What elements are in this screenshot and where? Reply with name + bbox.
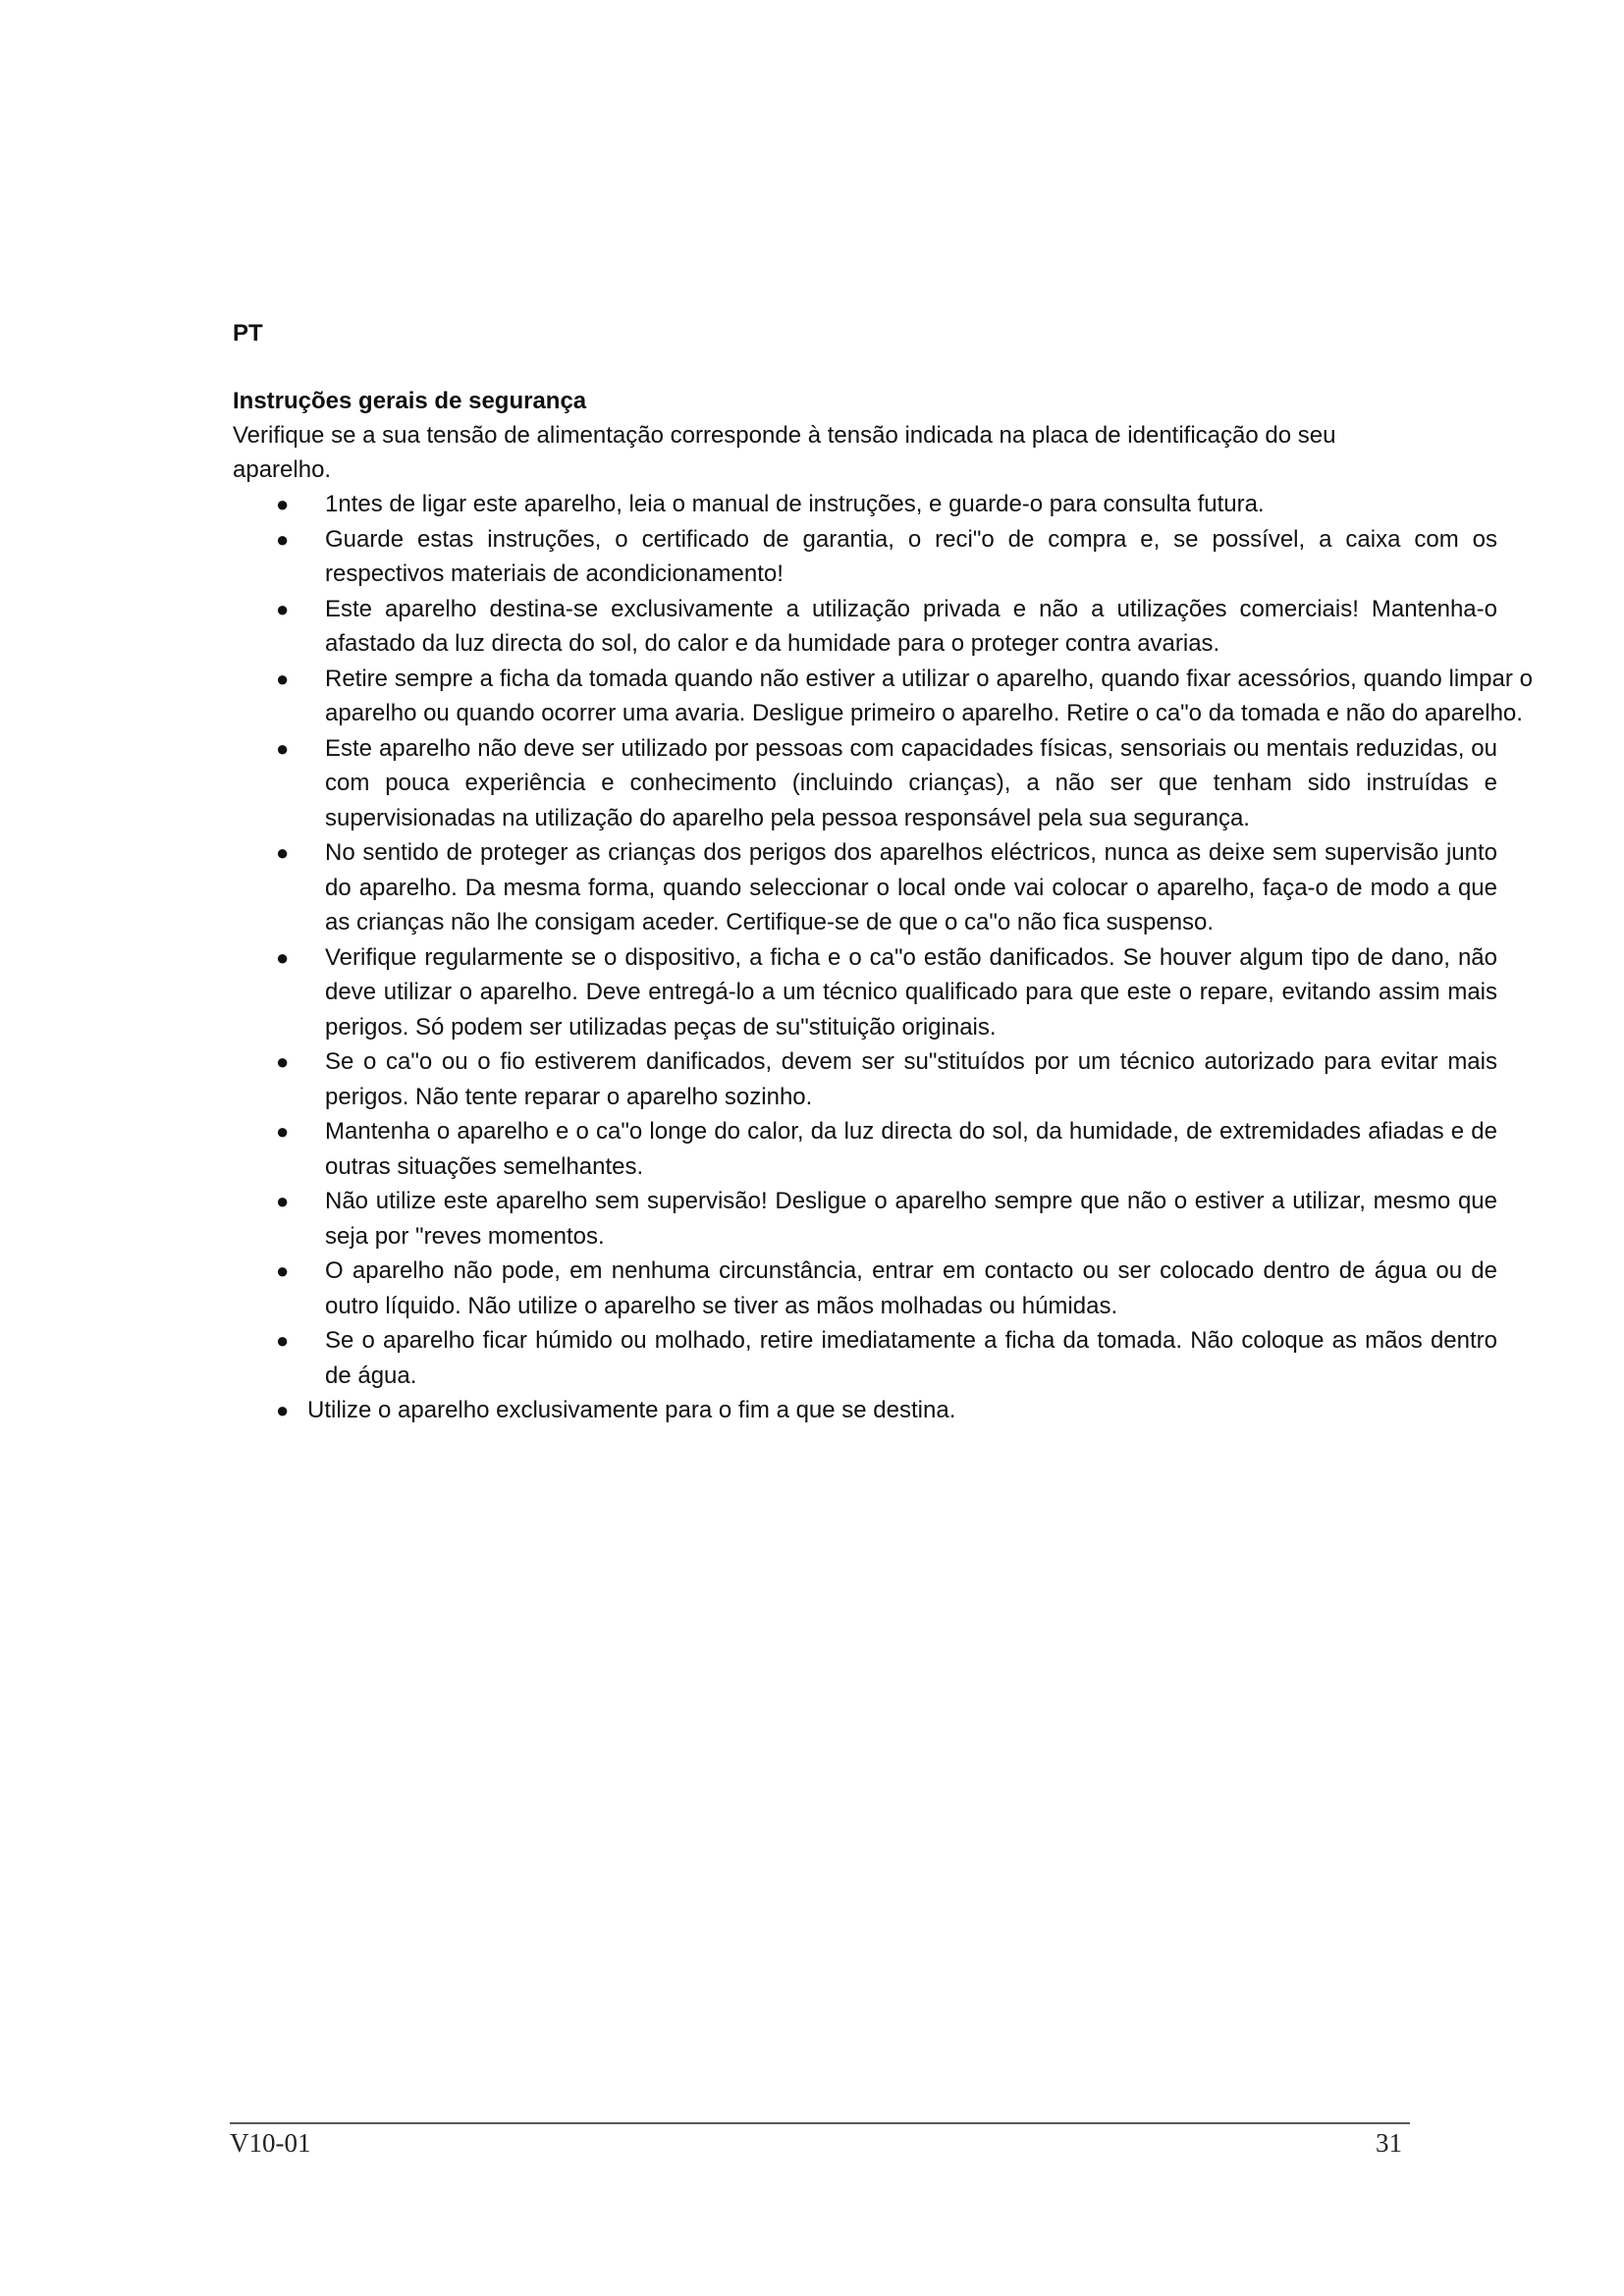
bullet-icon: ●: [276, 1258, 290, 1283]
section-intro: Verifique se a sua tensão de alimentação corresponde à tensão indicada na placa de identificação do seu aparelho.: [233, 422, 1336, 483]
footer-version: V10-01: [230, 2128, 311, 2158]
footer-divider: [230, 2122, 1410, 2124]
list-item-text: Retire sempre a ficha da tomada quando não estiver a utilizar o aparelho, quando fixar acessórios, quando limpar o aparelho ou quando ocorrer uma avaria. Desligue primeiro o aparelho. Retire o ca"o da tomada e não do aparelho.: [325, 665, 1533, 726]
bullet-icon: ●: [276, 492, 290, 516]
list-item: [233, 731, 1497, 836]
list-item: [233, 1254, 1497, 1323]
bullet-icon: ●: [276, 1119, 290, 1144]
list-item: [233, 940, 1497, 1045]
section-title: Instruções gerais de segurança: [233, 388, 587, 414]
list-item-text: Este aparelho não deve ser utilizado por pessoas com capacidades físicas, sensoriais ou mentais reduzidas, ou com pouca experiência e conhecimento (incluindo crianças), a não ser que tenham sido instruídas e supervisionadas na utilização do aparelho pela pessoa responsável pela sua segurança.: [325, 734, 1497, 831]
bullet-icon: ●: [276, 840, 290, 865]
list-item-text: Mantenha o aparelho e o ca"o longe do calor, da luz directa do sol, da humidade, de extremidades afiadas e de outras situações semelhantes.: [325, 1118, 1497, 1180]
bullet-icon: ●: [276, 526, 290, 552]
bullet-icon: ●: [276, 1398, 290, 1422]
bullet-icon: ●: [276, 1328, 290, 1353]
list-item: [233, 592, 1497, 662]
list-item: [233, 835, 1497, 940]
list-item: [233, 522, 1497, 592]
bullet-icon: ●: [276, 1049, 290, 1074]
list-item: [233, 1114, 1497, 1184]
list-item-text: Este aparelho destina-se exclusivamente a utilização privada e não a utilizações comerciais! Mantenha-o afastado da luz directa do sol, do calor e da humidade para o proteger contra avarias.: [325, 595, 1497, 657]
list-item: [233, 1184, 1497, 1254]
list-item: [233, 1393, 1480, 1428]
list-item-text: No sentido de proteger as crianças dos perigos dos aparelhos eléctricos, nunca as deixe sem supervisão junto do aparelho. Da mesma forma, quando seleccionar o local onde vai colocar o aparelho, faça-o de modo a que as crianças não lhe consigam aceder. Certifique-se de que o ca"o não fica suspenso.: [325, 839, 1497, 935]
page-number: 31: [1376, 2128, 1402, 2158]
list-item: [233, 1044, 1497, 1114]
list-item-text: 1ntes de ligar este aparelho, leia o manual de instruções, e guarde-o para consulta futura.: [325, 491, 1265, 517]
list-item-text: Verifique regularmente se o dispositivo, a ficha e o ca"o estão danificados. Se houver algum tipo de dano, não deve utilizar o aparelho. Deve entregá-lo a um técnico qualificado para que este o repare, evitando assim mais perigos. Só podem ser utilizadas peças de su"stituição originais.: [325, 943, 1497, 1041]
list-item: [233, 487, 1497, 522]
bullet-icon: ●: [276, 1189, 290, 1213]
bullet-icon: ●: [276, 596, 290, 621]
safety-list: [233, 487, 1533, 1428]
list-item-text: Não utilize este aparelho sem supervisão! Desligue o aparelho sempre que não o estiver a utilizar, mesmo que seja por "reves momentos.: [325, 1188, 1497, 1250]
bullet-icon: ●: [276, 735, 290, 761]
list-item-text: Guarde estas instruções, o certificado de garantia, o reci"o de compra e, se possível, a caixa com os respectivos materiais de acondicionamento!: [325, 525, 1497, 587]
list-item: [233, 662, 1533, 731]
list-item-text: Se o aparelho ficar húmido ou molhado, retire imediatamente a ficha da tomada. Não coloque as mãos dentro de água.: [325, 1327, 1497, 1389]
bullet-icon: ●: [276, 944, 290, 970]
bullet-icon: ●: [276, 666, 290, 691]
list-item-text: O aparelho não pode, em nenhuma circunstância, entrar em contacto ou ser colocado dentro de água ou de outro líquido. Não utilize o aparelho se tiver as mãos molhadas ou húmidas.: [325, 1257, 1497, 1319]
list-item: [233, 1323, 1497, 1393]
safety-section: [233, 385, 1533, 1428]
list-item-text: Utilize o aparelho exclusivamente para o fim a que se destina.: [307, 1397, 956, 1423]
language-code: PT: [233, 320, 263, 347]
list-item-text: Se o ca"o ou o fio estiverem danificados, devem ser su"stituídos por um técnico autorizado para evitar mais perigos. Não tente reparar o aparelho sozinho.: [325, 1048, 1497, 1110]
